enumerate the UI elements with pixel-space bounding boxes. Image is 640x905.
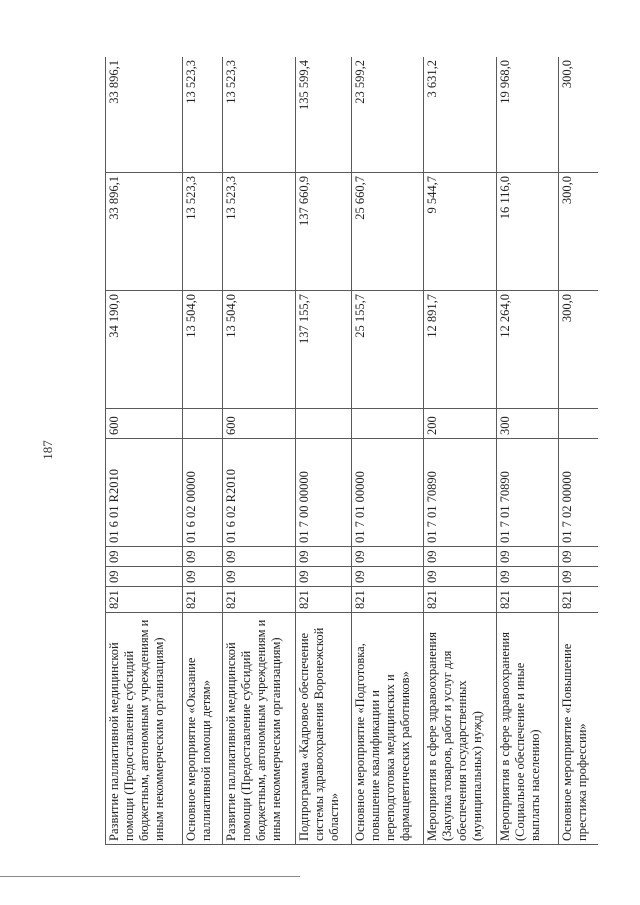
target-code: 01 7 02 00000 bbox=[559, 439, 599, 547]
row-name: Подпрограмма «Кадровое обеспечение системы здравоохранения Воронежской области» bbox=[296, 613, 352, 845]
target-code: 01 7 01 70890 bbox=[424, 439, 497, 547]
ministry-code: 821 bbox=[296, 587, 352, 613]
amount-2: 13 523,3 bbox=[183, 173, 223, 291]
amount-2: 13 523,3 bbox=[223, 173, 296, 291]
amount-1: 300,0 bbox=[559, 291, 599, 409]
section-code: 09 bbox=[223, 567, 296, 587]
section-code: 09 bbox=[352, 567, 424, 587]
subsection-code: 09 bbox=[223, 547, 296, 567]
ministry-code: 821 bbox=[559, 587, 599, 613]
table-row bbox=[424, 57, 497, 845]
table-row bbox=[183, 57, 223, 845]
amount-1: 13 504,0 bbox=[183, 291, 223, 409]
subsection-code: 09 bbox=[106, 547, 183, 567]
amount-2: 33 896,1 bbox=[106, 173, 183, 291]
subsection-code: 09 bbox=[424, 547, 497, 567]
expense-code bbox=[559, 409, 599, 439]
amount-3: 19 968,0 bbox=[497, 57, 559, 173]
row-name: Развитие паллиативной медицинской помощи (Предоставление субсидий бюджетным, автономным учреждениям и иным некоммерческим организациям) bbox=[106, 613, 183, 845]
amount-3: 33 896,1 bbox=[106, 57, 183, 173]
target-code: 01 7 01 70890 bbox=[497, 439, 559, 547]
table-row bbox=[296, 57, 352, 845]
amount-2: 25 660,7 bbox=[352, 173, 424, 291]
row-name: Развитие паллиативной медицинской помощи (Предоставление субсидий бюджетным, автономным учреждениям и иным некоммерческим организациям) bbox=[223, 613, 296, 845]
target-code: 01 6 02 R2010 bbox=[223, 439, 296, 547]
amount-3: 3 631,2 bbox=[424, 57, 497, 173]
section-code: 09 bbox=[497, 567, 559, 587]
expense-code bbox=[183, 409, 223, 439]
subsection-code: 09 bbox=[296, 547, 352, 567]
footer-rule bbox=[0, 876, 300, 877]
amount-1: 137 155,7 bbox=[296, 291, 352, 409]
row-name: Мероприятия в сфере здравоохранения (Социальное обеспечение и иные выплаты населению) bbox=[497, 613, 559, 845]
amount-2: 9 544,7 bbox=[424, 173, 497, 291]
amount-3: 13 523,3 bbox=[223, 57, 296, 173]
row-name: Основное мероприятие «Подготовка, повышение квалификации и переподготовка медицинских и фармацевтических работников» bbox=[352, 613, 424, 845]
ministry-code: 821 bbox=[424, 587, 497, 613]
expense-code bbox=[296, 409, 352, 439]
amount-1: 12 264,0 bbox=[497, 291, 559, 409]
target-code: 01 7 01 00000 bbox=[352, 439, 424, 547]
row-name: Мероприятия в сфере здравоохранения (Закупка товаров, работ и услуг для обеспечения государственных (муниципальных) нужд) bbox=[424, 613, 497, 845]
subsection-code: 09 bbox=[497, 547, 559, 567]
expense-code bbox=[352, 409, 424, 439]
table-row bbox=[223, 57, 296, 845]
amount-3: 135 599,4 bbox=[296, 57, 352, 173]
table-row bbox=[559, 57, 599, 845]
section-code: 09 bbox=[559, 567, 599, 587]
target-code: 01 7 00 00000 bbox=[296, 439, 352, 547]
expense-code: 300 bbox=[497, 409, 559, 439]
budget-table bbox=[105, 57, 598, 845]
subsection-code: 09 bbox=[559, 547, 599, 567]
ministry-code: 821 bbox=[106, 587, 183, 613]
section-code: 09 bbox=[424, 567, 497, 587]
expense-code: 600 bbox=[106, 409, 183, 439]
amount-1: 12 891,7 bbox=[424, 291, 497, 409]
row-name: Основное мероприятие «Повышение престижа профессии» bbox=[559, 613, 599, 845]
section-code: 09 bbox=[183, 567, 223, 587]
target-code: 01 6 02 00000 bbox=[183, 439, 223, 547]
ministry-code: 821 bbox=[183, 587, 223, 613]
ministry-code: 821 bbox=[352, 587, 424, 613]
rotated-table bbox=[105, 57, 598, 845]
amount-2: 137 660,9 bbox=[296, 173, 352, 291]
amount-3: 300,0 bbox=[559, 57, 599, 173]
amount-2: 16 116,0 bbox=[497, 173, 559, 291]
subsection-code: 09 bbox=[352, 547, 424, 567]
ministry-code: 821 bbox=[223, 587, 296, 613]
amount-2: 300,0 bbox=[559, 173, 599, 291]
expense-code: 600 bbox=[223, 409, 296, 439]
amount-3: 13 523,3 bbox=[183, 57, 223, 173]
subsection-code: 09 bbox=[183, 547, 223, 567]
row-name: Основное мероприятие «Оказание паллиативной помощи детям» bbox=[183, 613, 223, 845]
table-row bbox=[352, 57, 424, 845]
section-code: 09 bbox=[106, 567, 183, 587]
amount-1: 34 190,0 bbox=[106, 291, 183, 409]
table-row bbox=[106, 57, 183, 845]
page-number: 187 bbox=[39, 440, 55, 460]
ministry-code: 821 bbox=[497, 587, 559, 613]
amount-3: 23 599,2 bbox=[352, 57, 424, 173]
table-frame bbox=[105, 57, 598, 845]
expense-code: 200 bbox=[424, 409, 497, 439]
table-row bbox=[497, 57, 559, 845]
amount-1: 25 155,7 bbox=[352, 291, 424, 409]
section-code: 09 bbox=[296, 567, 352, 587]
amount-1: 13 504,0 bbox=[223, 291, 296, 409]
target-code: 01 6 01 R2010 bbox=[106, 439, 183, 547]
